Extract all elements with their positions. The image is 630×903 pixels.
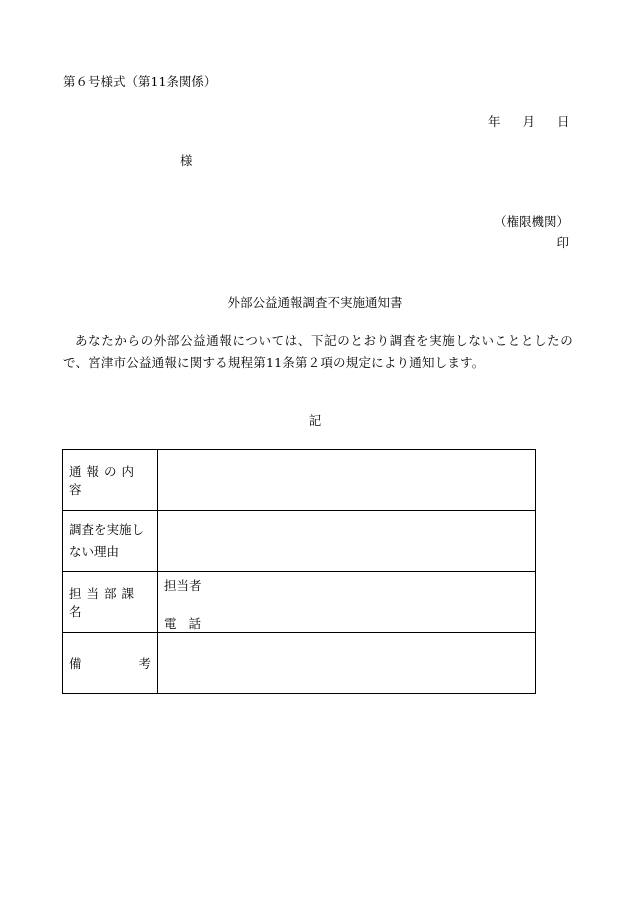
date-line (488, 112, 570, 130)
authority-label: （権限機関） (493, 214, 569, 229)
table-row (63, 633, 536, 694)
value-reason[interactable] (158, 511, 536, 572)
row-label-reason-line2: ない理由 (69, 544, 120, 559)
staff-label: 担当者 (164, 578, 202, 593)
row-label-remarks-part2: 考 (138, 656, 151, 671)
row-label-report-content: 通報の内容 (63, 450, 158, 511)
phone-label (164, 614, 201, 632)
value-remarks[interactable] (158, 633, 536, 694)
phone-label-part1: 電 (164, 616, 177, 631)
addressee-suffix: 様 (180, 153, 193, 168)
row-label-department: 担当部課名 (63, 572, 158, 633)
form-number: 第６号様式（第11条関係） (63, 74, 217, 89)
body-paragraph: あなたからの外部公益通報については、下記のとおり調査を実施しないこととしたので、宮津市公益通報に関する規程第11条第２項の規定により通知します。 (63, 333, 573, 370)
row-label-remarks-part1: 備 (69, 656, 82, 671)
date-month-label: 月 (522, 114, 536, 129)
info-table (62, 449, 536, 694)
value-report-content[interactable] (158, 450, 536, 511)
table-row (63, 572, 536, 633)
document-title: 外部公益通報調査不実施通知書 (227, 295, 403, 310)
row-label-reason-line1: 調査を実施し (69, 522, 145, 537)
table-row (63, 450, 536, 511)
row-label-remarks (63, 633, 158, 694)
seal-label: 印 (556, 235, 569, 250)
table-row (63, 511, 536, 572)
date-day-label: 日 (557, 114, 570, 129)
date-year-label: 年 (488, 114, 501, 129)
row-label-reason (63, 511, 158, 572)
ki-heading: 記 (308, 413, 322, 428)
value-department[interactable] (158, 572, 536, 633)
phone-label-part2: 話 (188, 616, 202, 631)
